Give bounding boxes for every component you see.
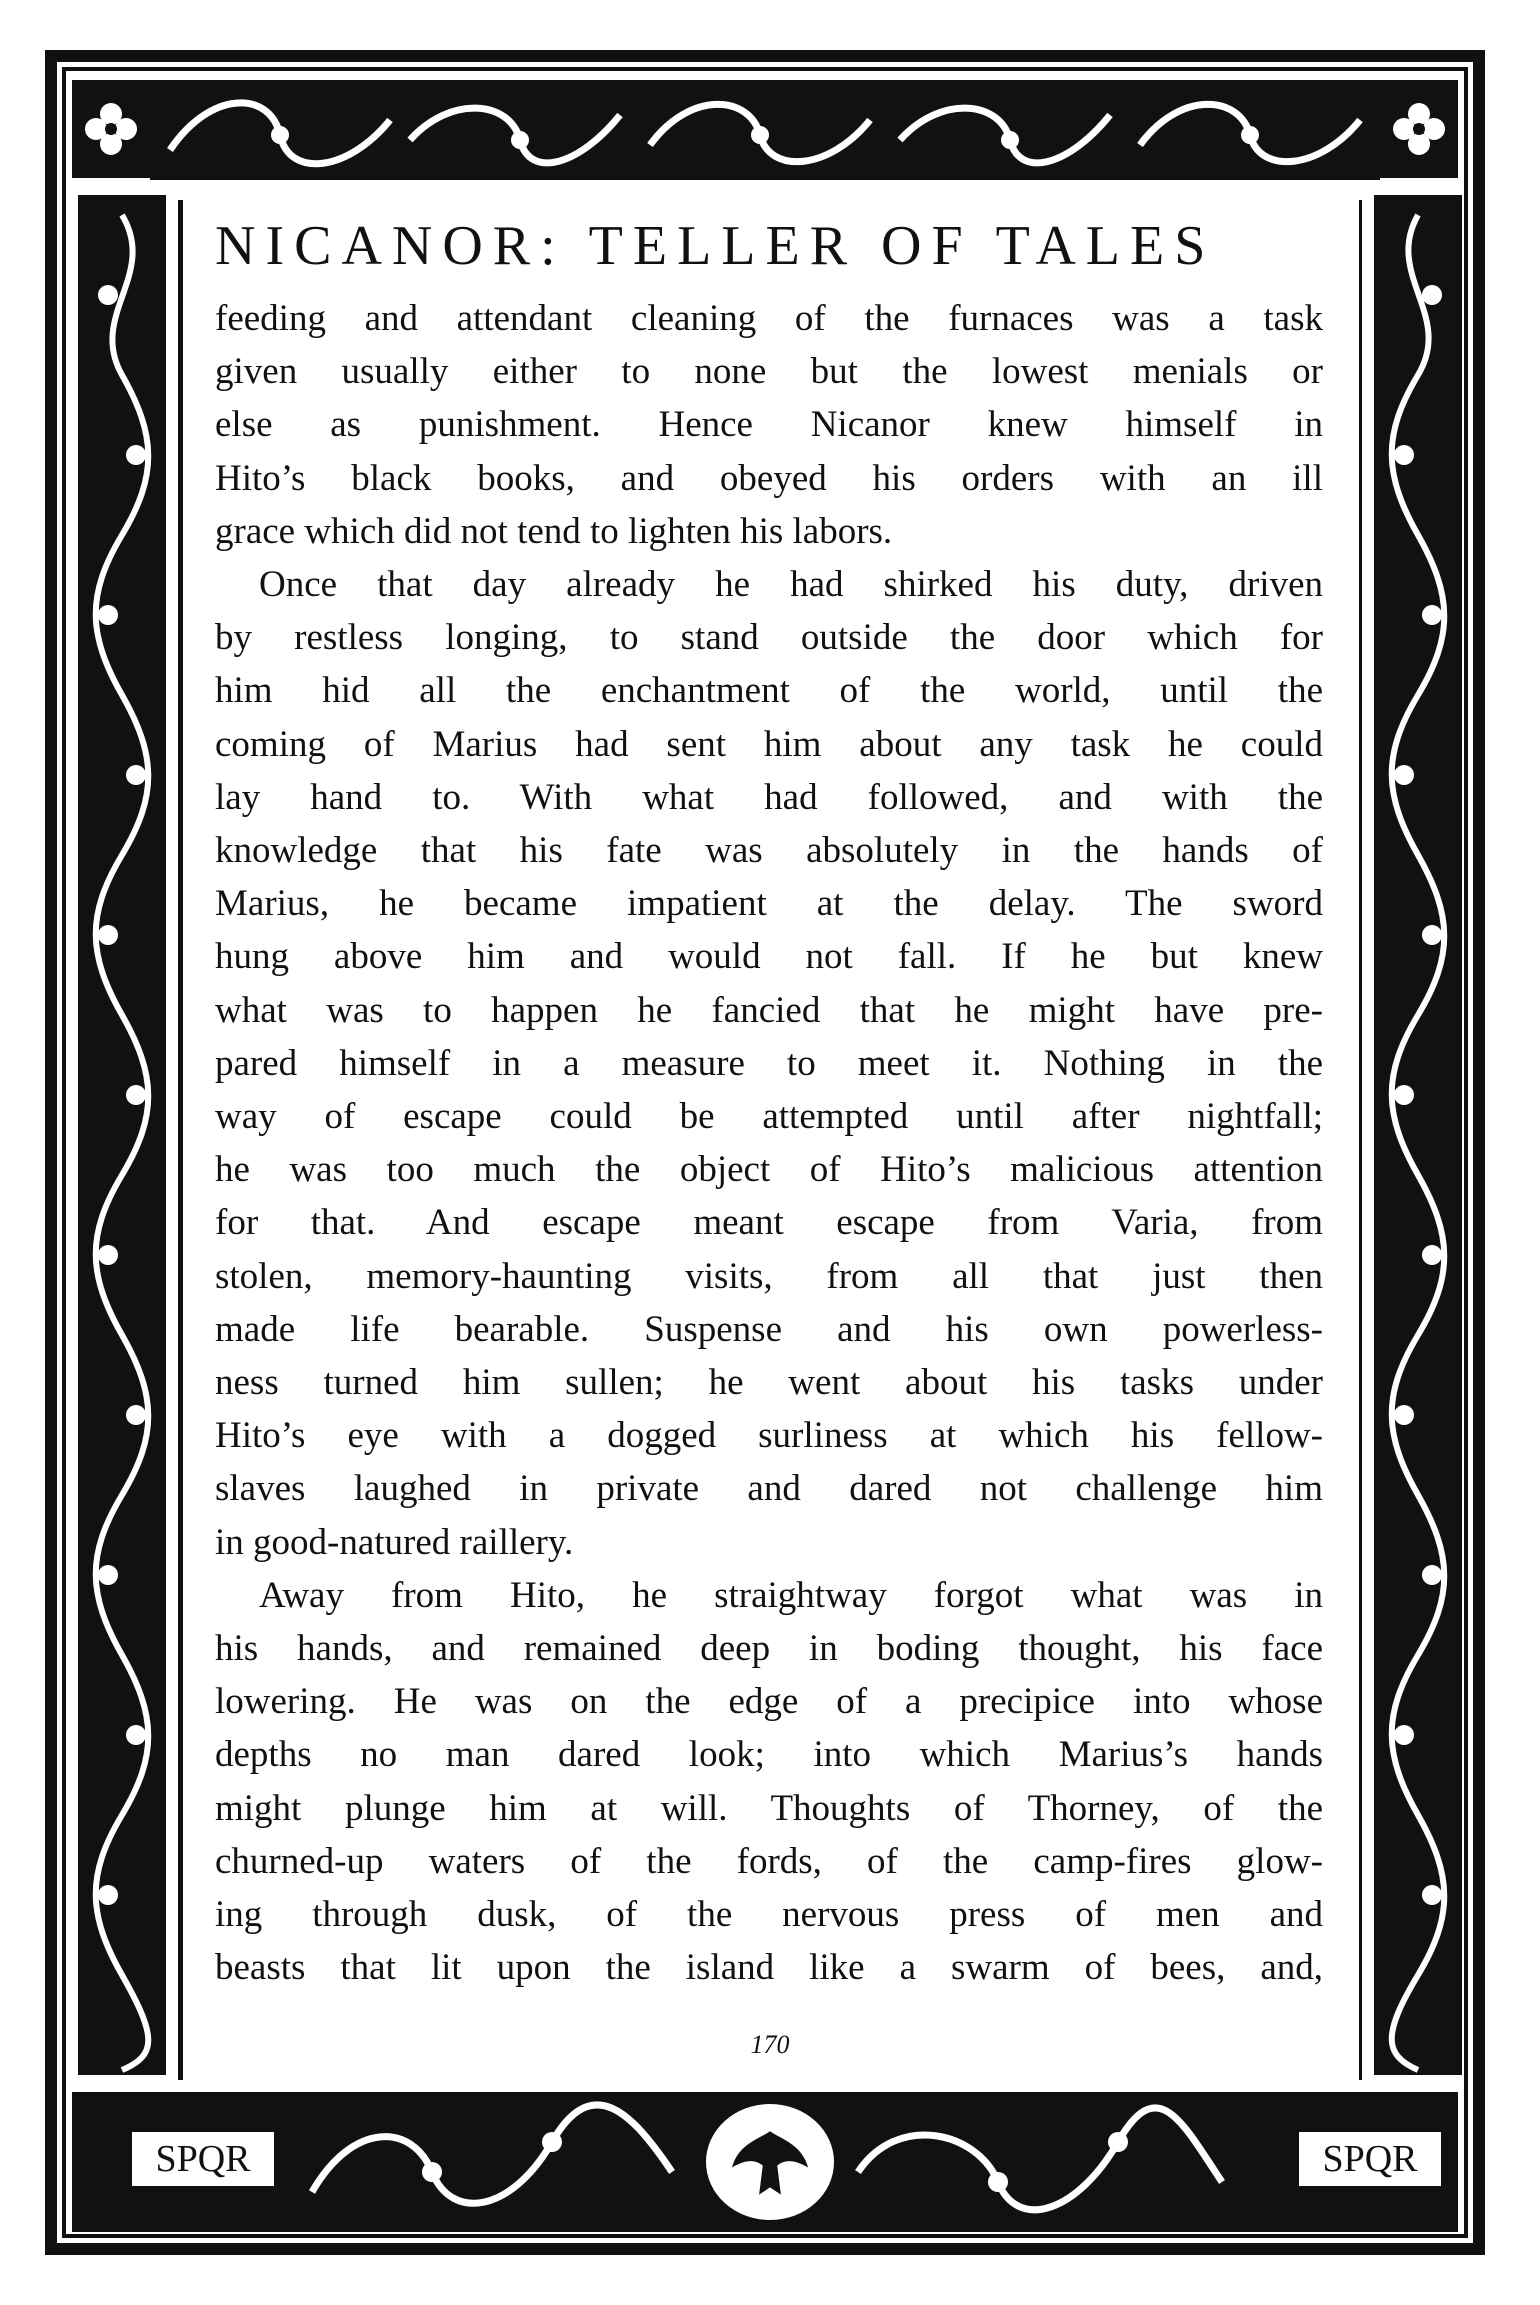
eagle-medallion xyxy=(700,2098,840,2226)
text-line: else as punishment. Hence Nicanor knew himself in xyxy=(215,404,1323,446)
text-line: ing through dusk, of the nervous press of men and xyxy=(215,1894,1323,1936)
text-line: churned-up waters of the fords, of the camp-fires glow- xyxy=(215,1840,1323,1882)
text-line: what was to happen he fancied that he might have pre- xyxy=(215,989,1323,1031)
text-line: Once that day already he had shirked his duty, driven xyxy=(259,564,1323,606)
eagle-icon xyxy=(706,2104,834,2220)
text-line: depths no man dared look; into which Marius’s hands xyxy=(215,1734,1323,1776)
text-line: knowledge that his fate was absolutely in the hands of xyxy=(215,830,1323,872)
page-number: 170 xyxy=(750,2030,790,2059)
text-line: pared himself in a measure to meet it. Nothing in the xyxy=(215,1042,1323,1084)
corner-rosette-top-right xyxy=(1380,80,1458,178)
spqr-plaque-right: SPQR xyxy=(1295,2128,1445,2190)
paragraph-1 xyxy=(215,292,1323,558)
scroll-ornament-icon xyxy=(1374,195,1462,2075)
text-line: ness turned him sullen; he went about his tasks under xyxy=(215,1362,1323,1404)
paragraph-2 xyxy=(215,558,1323,1569)
text-line: coming of Marius had sent him about any task he could xyxy=(215,723,1323,765)
body-text xyxy=(215,292,1323,1995)
text-line: hung above him and would not fall. If he but knew xyxy=(215,936,1323,978)
text-line: stolen, memory-haunting visits, from all that just then xyxy=(215,1255,1323,1297)
text-line: by restless longing, to stand outside the door which for xyxy=(215,617,1323,659)
scroll-ornament-icon xyxy=(150,80,1380,180)
text-line: feeding and attendant cleaning of the furnaces was a task xyxy=(215,298,1323,339)
running-head: NICANOR: TELLER OF TALES xyxy=(215,215,1216,277)
corner-rosette-top-left xyxy=(72,80,150,178)
text-line: Hito’s black books, and obeyed his orders with an ill xyxy=(215,457,1323,499)
spqr-plaque-left: SPQR xyxy=(128,2128,278,2190)
rosette-icon xyxy=(72,80,150,178)
text-line: Hito’s eye with a dogged surliness at which his fellow- xyxy=(215,1415,1323,1457)
text-line: Marius, he became impatient at the delay. The sword xyxy=(215,883,1323,925)
text-line: grace which did not tend to lighten his labors. xyxy=(215,510,893,552)
rosette-icon xyxy=(1380,80,1458,178)
ornament-band-left xyxy=(78,195,166,2075)
text-line: Away from Hito, he straightway forgot what was in xyxy=(259,1574,1323,1616)
text-line: lay hand to. With what had followed, and with the xyxy=(215,776,1323,818)
text-line: he was too much the object of Hito’s malicious attention xyxy=(215,1149,1323,1191)
text-line: made life bearable. Suspense and his own powerless- xyxy=(215,1308,1323,1350)
text-line: his hands, and remained deep in boding thought, his face xyxy=(215,1628,1323,1670)
ornament-band-right xyxy=(1374,195,1462,2075)
text-line: for that. And escape meant escape from Varia, from xyxy=(215,1202,1323,1244)
text-line: might plunge him at will. Thoughts of Thorney, of the xyxy=(215,1787,1323,1829)
text-line: beasts that lit upon the island like a swarm of bees, and, xyxy=(215,1947,1323,1989)
scroll-ornament-icon xyxy=(78,195,166,2075)
paragraph-3 xyxy=(215,1569,1323,1995)
text-line: him hid all the enchantment of the world, until the xyxy=(215,670,1323,712)
text-line: slaves laughed in private and dared not challenge him xyxy=(215,1468,1323,1510)
text-line: in good-natured raillery. xyxy=(215,1521,574,1563)
text-line: lowering. He was on the edge of a precipice into whose xyxy=(215,1681,1323,1723)
text-line: given usually either to none but the lowest menials or xyxy=(215,351,1323,393)
ornament-band-top xyxy=(150,80,1380,180)
text-line: way of escape could be attempted until after nightfall; xyxy=(215,1096,1323,1138)
